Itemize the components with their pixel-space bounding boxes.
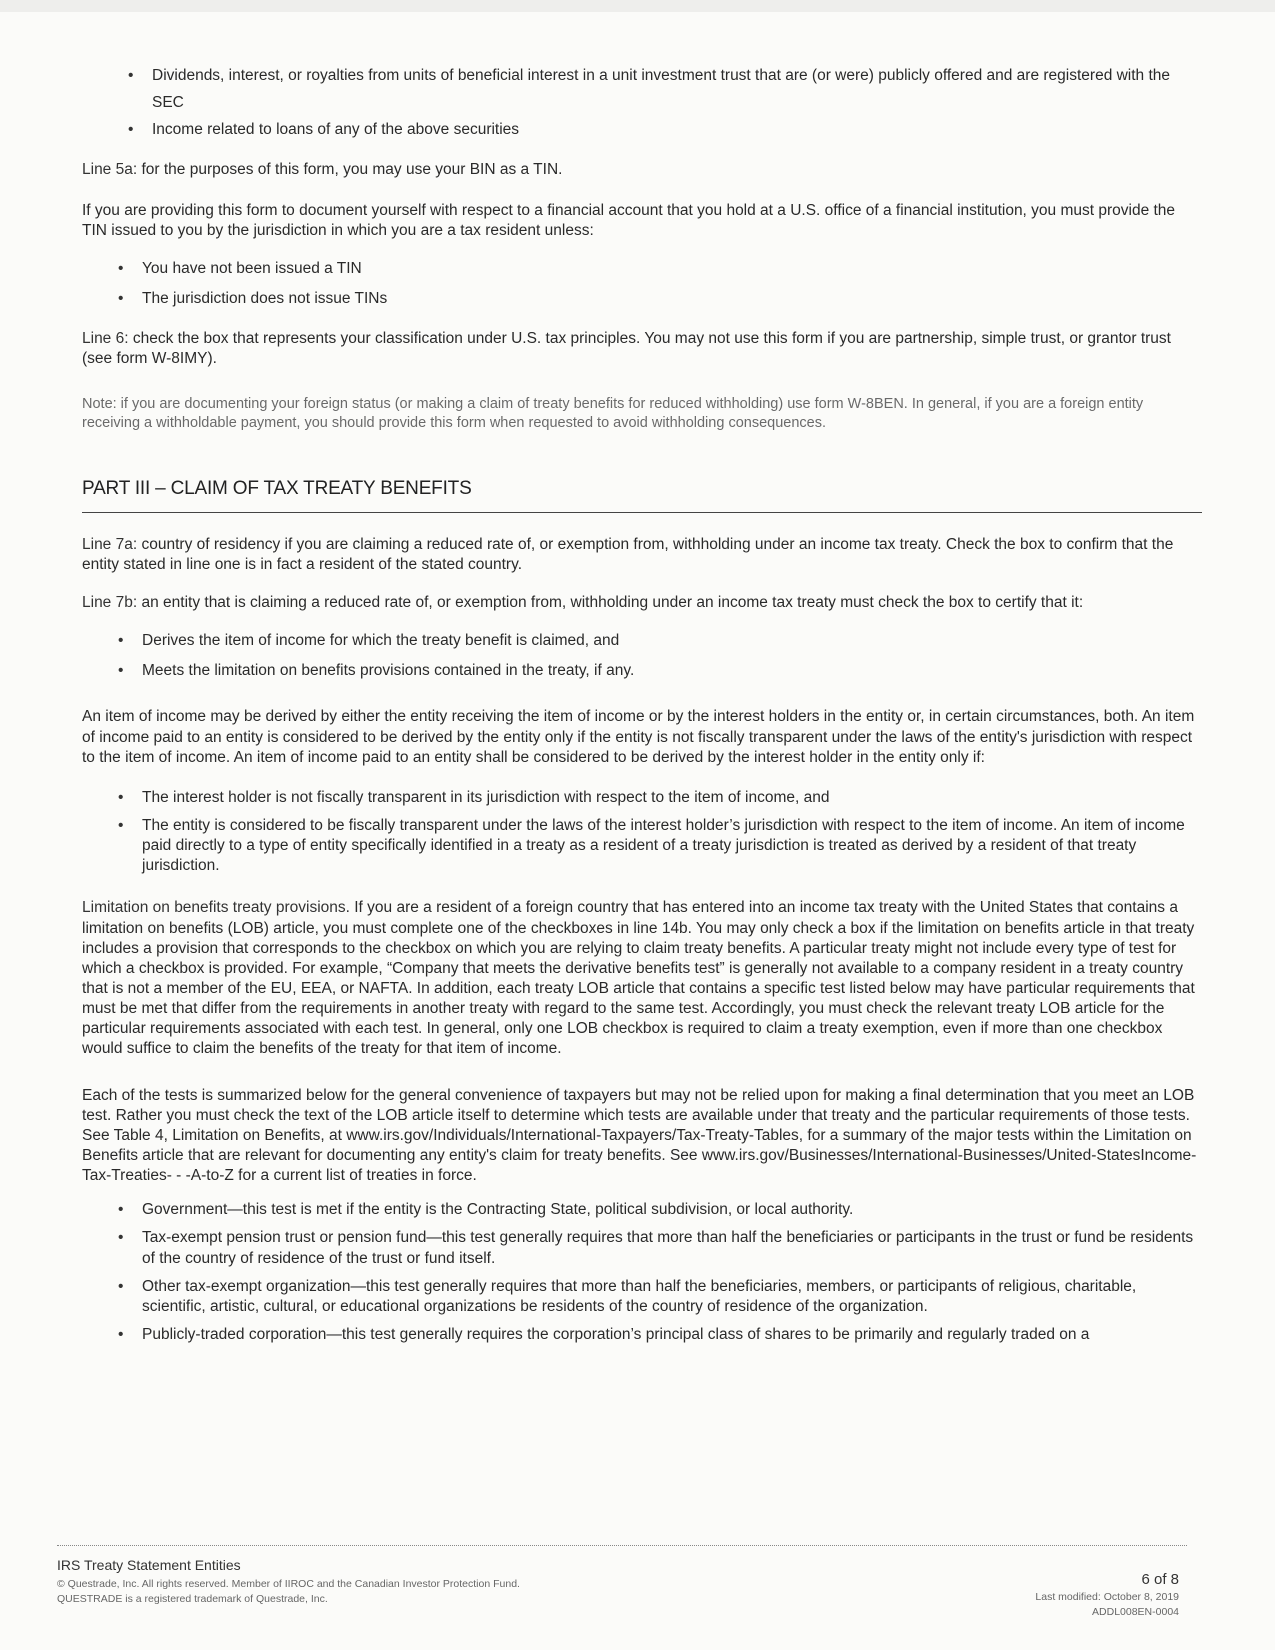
list-item: • Derives the item of income for which the treaty benefit is claimed, and [82, 631, 1202, 651]
list-item: • Publicly-traded corporation—this test generally requires the corporation’s principal class of shares to be primarily and regularly traded on a [82, 1325, 1202, 1345]
line-7a-text: country of residency if you are claiming a reduced rate of, or exemption from, withholding under an income tax treaty. Check the box to confirm that the entity stated in line one is in fact a resident of the stated country. [82, 535, 1174, 573]
line-5a-label: Line 5a: [82, 161, 138, 179]
line-7b-paragraph [82, 593, 1202, 613]
list-item: • Income related to loans of any of the above securities [92, 120, 1202, 140]
last-modified: Last modified: October 8, 2019 [1035, 1591, 1179, 1603]
line-6-label: Line 6: [82, 330, 129, 348]
line-6-text: check the box that represents your classification under U.S. tax principles. You may not use this form if you are partnership, simple trust, or grantor trust (see form W-8IMY). [82, 330, 1171, 368]
footer-left [57, 1557, 520, 1606]
derived-bullet-list [82, 788, 1202, 877]
line-6-paragraph [82, 329, 1202, 369]
line-5a-text: for the purposes of this form, you may use your BIN as a TIN. [141, 161, 563, 179]
line-5a-paragraph [82, 160, 1202, 180]
list-item: • Other tax-exempt organization—this test generally requires that more than half the beneficiaries, members, or participants of religious, charitable, scientific, artistic, cultural, or educational organizations be residents of the country of residence of the organization. [82, 1277, 1202, 1317]
lob-label: Limitation on benefits treaty provisions [82, 899, 346, 917]
part3-section-header [82, 477, 1202, 513]
footer-trademark: QUESTRADE is a registered trademark of Questrade, Inc. [57, 1592, 328, 1605]
lob-paragraph [82, 898, 1202, 1059]
line-7a-label: Line 7a: [82, 535, 138, 553]
tin-paragraph: If you are providing this form to document yourself with respect to a financial account that you hold at a U.S. office of a financial institution, you must provide the TIN issued to you by the jurisdiction in which you are a tax resident unless: [82, 201, 1176, 239]
line-7b-text: an entity that is claiming a reduced rate of, or exemption from, withholding under an income tax treaty must check the box to certify that it: [141, 594, 1084, 612]
line-7a-paragraph [82, 535, 1202, 575]
list-item: • Tax-exempt pension trust or pension fund—this test generally requires that more than half the beneficiaries or participants in the trust or fund be residents of the country of residence of the trust or fund itself. [82, 1228, 1202, 1268]
list-item: • The interest holder is not fiscally transparent in its jurisdiction with respect to the item of income, and [82, 788, 1202, 808]
line-7b-label: Line 7b: [82, 594, 138, 612]
list-item: • You have not been issued a TIN [82, 259, 1202, 279]
page-footer [57, 1545, 1187, 1618]
document-code: ADDL008EN-0004 [1092, 1605, 1179, 1618]
note-paragraph: Note: if you are documenting your foreign status (or making a claim of treaty benefits for reduced withholding) use form W-8BEN. In general, if you are a foreign entity receiving a withholdable payment, you should provide this form when requested to avoid withholding consequences. [82, 396, 1144, 432]
part3-heading: PART III – CLAIM OF TAX TREATY BENEFITS [82, 478, 472, 500]
intro-bullet-list [92, 62, 1202, 140]
footer-copyright: © Questrade, Inc. All rights reserved. Member of IIROC and the Canadian Investor Protection Fund. [57, 1578, 520, 1590]
list-item: • Dividends, interest, or royalties from units of beneficial interest in a unit investment trust that are (or were) publicly offered and are registered with the SEC [92, 62, 1202, 116]
footer-title: IRS Treaty Statement Entities [57, 1557, 241, 1573]
list-item: • The entity is considered to be fiscally transparent under the laws of the interest holder’s jurisdiction with respect to the item of income. An item of income paid directly to a type of entity specifically identified in a treaty as a resident of a treaty jurisdiction is treated as derived by a resident of that treaty jurisdiction. [82, 816, 1202, 876]
tests-bullet-list [82, 1200, 1202, 1345]
line-7b-bullet-list [82, 631, 1202, 681]
page-number: 6 of 8 [1141, 1571, 1179, 1588]
page-content [82, 62, 1202, 1345]
scan-edge [0, 0, 1275, 12]
tests-paragraph: Each of the tests is summarized below for the general convenience of taxpayers but may not be relied upon for making a final determination that you meet an LOB test. Rather you must check the text of the LOB article itself to determine which tests are available under that treaty and the particular requirements of those tests. See Table 4, Limitation on Benefits, at www.irs.gov/Individuals/International-Taxpayers/Tax-Treaty-Tables, for a summary of the major tests within the Limitation on Benefits article that are relevant for documenting any entity's claim for treaty benefits. See www.irs.gov/Businesses/International-Businesses/United-StatesIncome-Tax-Treaties- - -A-to-Z for a current list of treaties in force. [82, 1086, 1197, 1185]
footer-divider [57, 1545, 1187, 1546]
list-item: • The jurisdiction does not issue TINs [82, 289, 1202, 309]
list-item: • Government—this test is met if the entity is the Contracting State, political subdivision, or local authority. [82, 1200, 1202, 1220]
list-item: • Meets the limitation on benefits provisions contained in the treaty, if any. [82, 661, 1202, 681]
heading-divider [82, 512, 1202, 513]
lob-text: . If you are a resident of a foreign country that has entered into an income tax treaty with the United States that contains a limitation on benefits (LOB) article, you must complete one of the checkboxes in line 14b. You may only check a box if the limitation on benefits article in that treaty includes a provision that corresponds to the checkbox on which you are relying to claim treaty benefits. A particular treaty might not include every type of test for which a checkbox is provided. For example, “Company that meets the derivative benefits test” is generally not available to a company resident in a treaty country that is not a member of the EU, EEA, or NAFTA. In addition, each treaty LOB article that contains a specific test listed below may have particular requirements that must be met that differ from the requirements in another treaty with regard to the same test. Accordingly, you must check the relevant treaty LOB article for the particular requirements associated with each test. In general, only one LOB checkbox is required to claim a treaty exemption, even if more than one checkbox would suffice to claim the benefits of the treaty for that item of income. [82, 899, 1195, 1058]
footer-right [1035, 1571, 1179, 1619]
tin-bullet-list [82, 259, 1202, 309]
derived-paragraph: An item of income may be derived by either the entity receiving the item of income or by the interest holders in the entity or, in certain circumstances, both. An item of income paid to an entity is considered to be derived by the entity only if the entity is not fiscally transparent under the laws of the entity's jurisdiction with respect to the item of income. An item of income paid to an entity shall be considered to be derived by the interest holder in the entity only if: [82, 708, 1195, 766]
